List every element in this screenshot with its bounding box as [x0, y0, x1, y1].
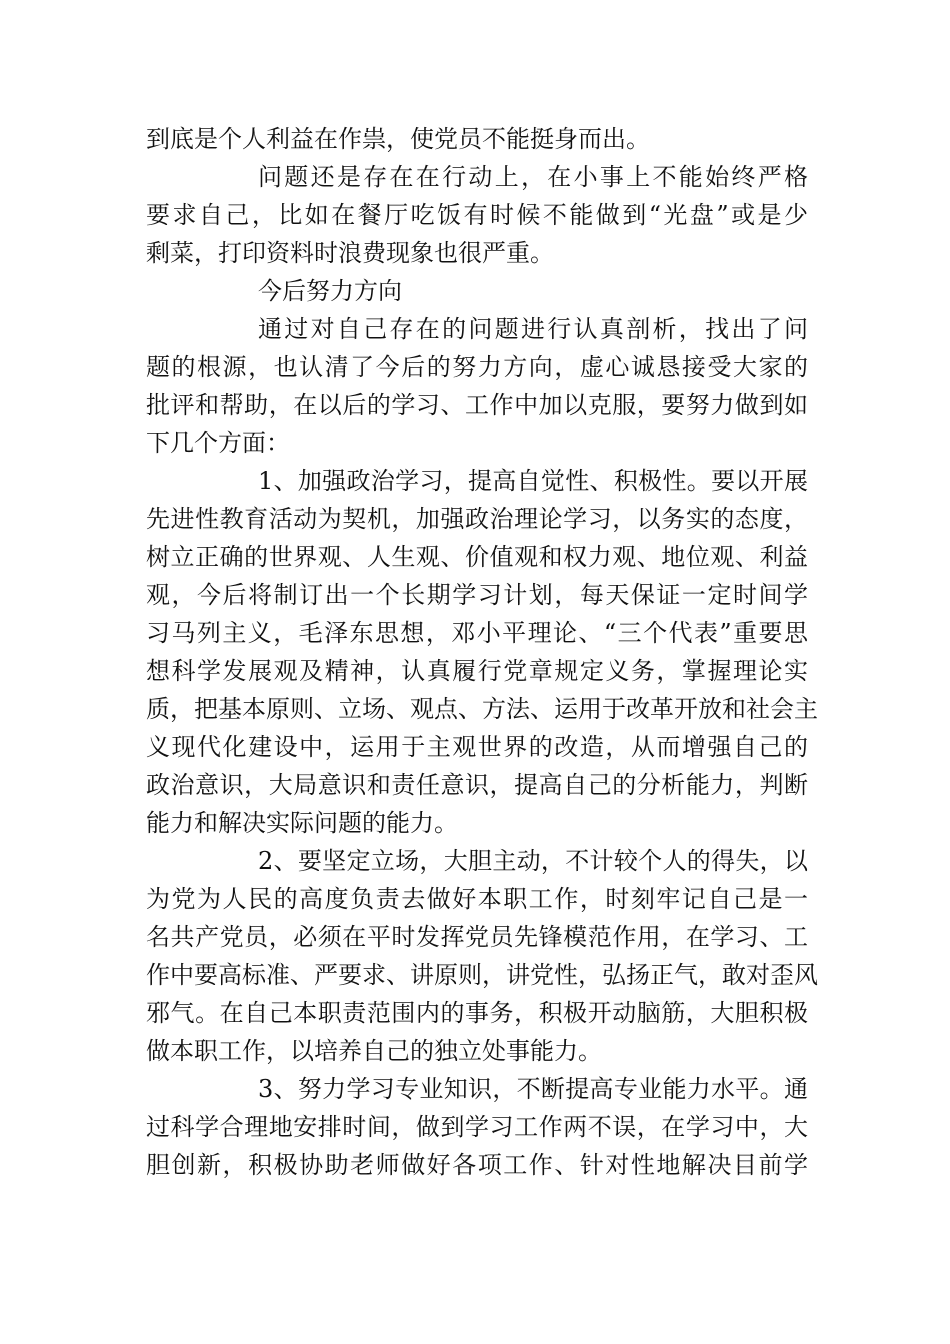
- text-line: 树立正确的世界观、人生观、价值观和权力观、地位观、利益: [146, 543, 808, 571]
- text-line: 习马列主义，毛泽东思想，邓小平理论、“三个代表”重要思: [146, 619, 808, 647]
- document-body: [146, 120, 818, 1184]
- text-line: 到底是个人利益在作祟，使党员不能挺身而出。: [146, 125, 650, 153]
- text-line: 批评和帮助，在以后的学习、工作中加以克服，要努力做到如: [146, 391, 808, 419]
- text-line: 为党为人民的高度负责去做好本职工作，时刻牢记自己是一: [146, 885, 808, 913]
- paragraph-first-line: 1、加强政治学习，提高自觉性、积极性。要以开展: [258, 467, 808, 495]
- text-line: 做本职工作，以培养自己的独立处事能力。: [146, 1037, 602, 1065]
- paragraph-first-line: 通过对自己存在的问题进行认真剖析，找出了问: [258, 315, 808, 343]
- paragraph-first-line: 2、要坚定立场，大胆主动，不计较个人的得失，以: [258, 847, 808, 875]
- paragraph-first-line: 3、努力学习专业知识，不断提高专业能力水平。通: [258, 1075, 808, 1103]
- text-line: 剩菜，打印资料时浪费现象也很严重。: [146, 239, 554, 267]
- text-line: 能力和解决实际问题的能力。: [146, 809, 458, 837]
- section-heading: 今后努力方向: [258, 277, 402, 305]
- text-line: 过科学合理地安排时间，做到学习工作两不误，在学习中，大: [146, 1113, 808, 1141]
- text-line: 质，把基本原则、立场、观点、方法、运用于改革开放和社会主: [146, 695, 818, 723]
- text-line: 胆创新，积极协助老师做好各项工作、针对性地解决目前学: [146, 1151, 808, 1179]
- text-line: 先进性教育活动为契机，加强政治理论学习，以务实的态度，: [146, 505, 808, 533]
- text-line: 作中要高标准、严要求、讲原则，讲党性，弘扬正气，敢对歪风: [146, 961, 818, 989]
- text-line: 邪气。在自己本职责范围内的事务，积极开动脑筋，大胆积极: [146, 999, 808, 1027]
- text-line: 义现代化建设中，运用于主观世界的改造，从而增强自己的: [146, 733, 808, 761]
- text-line: 题的根源，也认清了今后的努力方向，虚心诚恳接受大家的: [146, 353, 808, 381]
- text-line: 名共产党员，必须在平时发挥党员先锋模范作用，在学习、工: [146, 923, 808, 951]
- text-line: 想科学发展观及精神，认真履行党章规定义务，掌握理论实: [146, 657, 808, 685]
- text-line: 观，今后将制订出一个长期学习计划，每天保证一定时间学: [146, 581, 808, 609]
- text-line: 要求自己，比如在餐厅吃饭有时候不能做到“光盘”或是少: [146, 201, 808, 229]
- text-line: 下几个方面：: [146, 429, 290, 457]
- paragraph-first-line: 问题还是存在在行动上，在小事上不能始终严格: [258, 163, 808, 191]
- text-line: 政治意识，大局意识和责任意识，提高自己的分析能力，判断: [146, 771, 808, 799]
